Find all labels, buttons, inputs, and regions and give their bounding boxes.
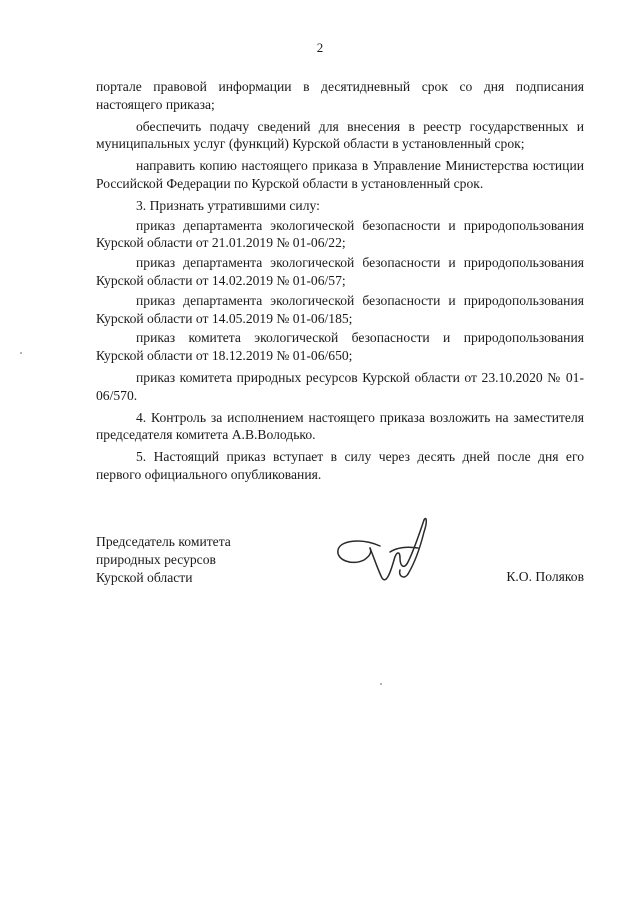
paragraph-repealed-order-4: приказ комитета экологической безопасности и природопользования Курской области от 18.12.2019 № 01-06/650; <box>96 330 584 364</box>
paragraph-item-4-control: 4. Контроль за исполнением настоящего приказа возложить на заместителя председателя комитета А.В.Володько. <box>96 409 584 443</box>
paragraph-item-3-heading: 3. Признать утратившими силу: <box>136 197 320 213</box>
document-body <box>96 78 584 488</box>
scan-speck <box>20 352 22 354</box>
paragraph-registry-submission: обеспечить подачу сведений для внесения в реестр государственных и муниципальных услуг (функций) Курской области в установленный срок; <box>96 118 584 152</box>
paragraph-ministry-copy: направить копию настоящего приказа в Управление Министерства юстиции Российской Федерации по Курской области в установленный срок. <box>96 158 584 191</box>
paragraph-repealed-order-5: приказ комитета природных ресурсов Курской области от 23.10.2020 № 01-06/570. <box>96 369 584 403</box>
signatory-title-line: природных ресурсов <box>96 552 216 567</box>
signatory-title-line: Председатель комитета <box>96 534 231 549</box>
paragraph-repealed-order-1: приказ департамента экологической безопасности и природопользования Курской области от 21.01.2019 № 01-06/22; <box>96 217 584 251</box>
handwritten-signature <box>334 512 444 592</box>
signatory-name: К.О. Поляков <box>506 569 584 584</box>
paragraph-portal-publication: портале правовой информации в десятидневный срок со дня подписания настоящего приказа; <box>96 79 584 112</box>
paragraph-item-5-effective: 5. Настоящий приказ вступает в силу через десять дней после дня его первого официального опубликования. <box>96 449 584 482</box>
page-number: 2 <box>316 40 324 55</box>
paragraph-repealed-order-2: приказ департамента экологической безопасности и природопользования Курской области от 14.02.2019 № 01-06/57; <box>96 255 584 288</box>
scan-speck <box>380 683 382 685</box>
signatory-title <box>96 533 231 587</box>
signatory-title-line: Курской области <box>96 570 193 585</box>
paragraph-repealed-order-3: приказ департамента экологической безопасности и природопользования Курской области от 14.05.2019 № 01-06/185; <box>96 292 584 326</box>
